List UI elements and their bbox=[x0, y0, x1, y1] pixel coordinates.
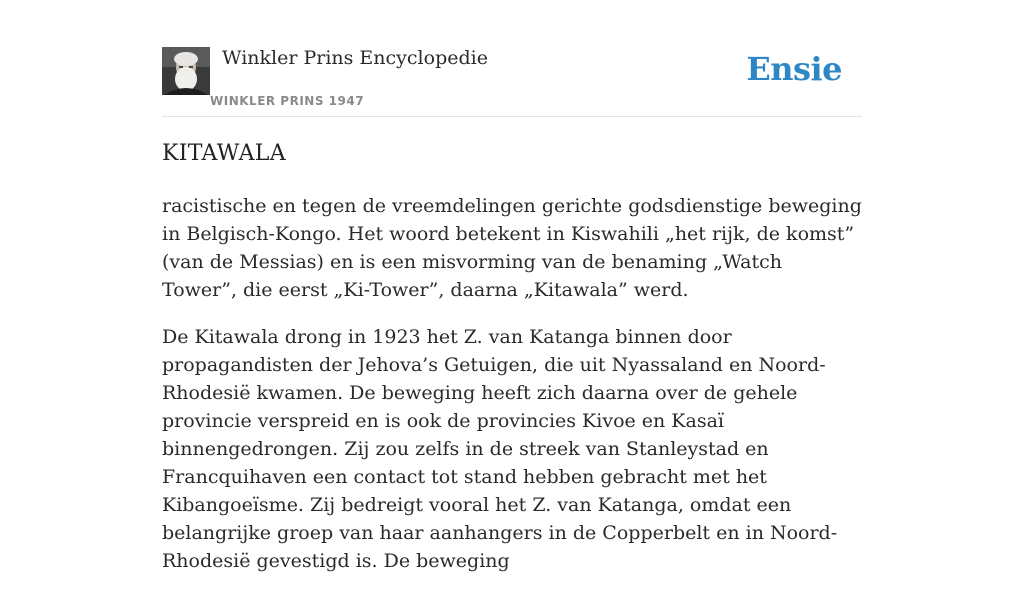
source-title[interactable]: Winkler Prins Encyclopedie bbox=[222, 47, 488, 69]
article-paragraph: racistische en tegen de vreemdelingen gerichte godsdienstige beweging in Belgisch-Kongo. Het woord betekent in Kiswahili „het rijk, de komst” (van de Messias) en is een misvorming van de benaming „Watch Tower”, die eerst „Ki-Tower”, daarna „Kitawala” werd. bbox=[162, 195, 862, 301]
article-paragraph: De Kitawala drong in 1923 het Z. van Katanga binnen door propagandisten der Jehova’s Getuigen, die uit Nyassaland en Noord-Rhodesië kwamen. De beweging heeft zich daarna over de gehele provincie verspreid en is ook de provincies Kivoe en Kasaï binnengedrongen. Zij zou zelfs in de streek van Stanleystad en Francquihaven een contact tot stand hebben gebracht met het Kibangoeïsme. Zij bedreigt vooral het Z. van Katanga, omdat een belangrijke groep van haar aanhangers in de Copperbelt en in Noord-Rhodesië gevestigd is. De beweging bbox=[162, 326, 838, 572]
avatar[interactable] bbox=[162, 47, 210, 95]
source-header bbox=[162, 46, 862, 117]
article-title: KITAWALA bbox=[162, 141, 286, 166]
source-subtitle[interactable]: WINKLER PRINS 1947 bbox=[210, 94, 365, 108]
article-body bbox=[162, 192, 862, 594]
portrait-avatar-icon bbox=[162, 47, 210, 95]
brand-logo[interactable]: Ensie bbox=[746, 50, 842, 88]
